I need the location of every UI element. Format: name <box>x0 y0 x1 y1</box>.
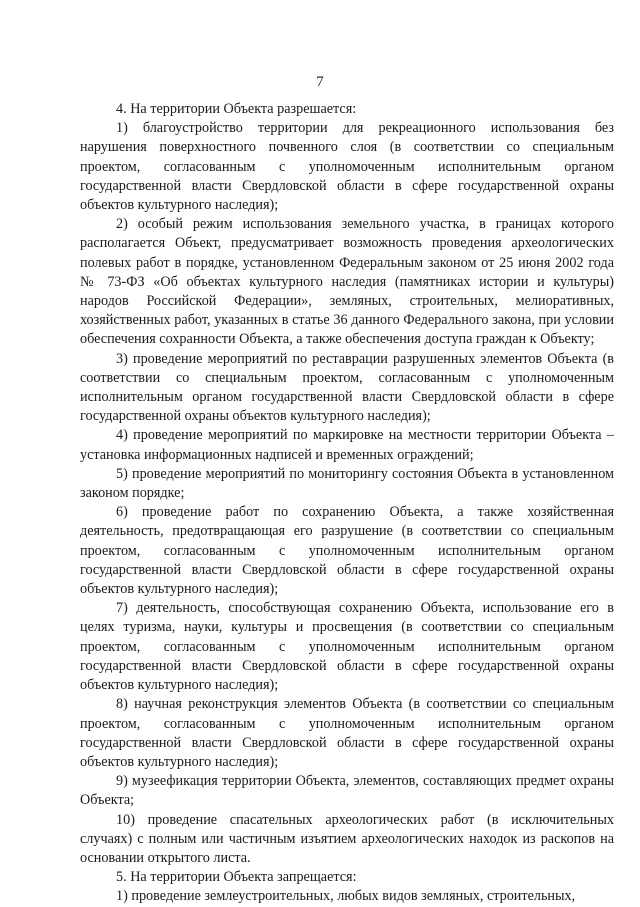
section-5-heading: 5. На территории Объекта запрещается: <box>116 869 357 886</box>
paragraph-item-4: 4) проведение мероприятий по маркировке на местности территории Объекта – установка информационных надписей и временных ограждений; <box>80 427 614 463</box>
section-4-heading: 4. На территории Объекта разрешается: <box>116 101 357 117</box>
page-number: 7 <box>316 74 324 90</box>
paragraph-item-10: 10) проведение спасательных археологических работ (в исключительных случаях) с полным или частичным изъятием археологических находок из раскопов на основании открытого листа. <box>80 811 614 866</box>
paragraph-item-9: 9) музеефикация территории Объекта, элементов, составляющих предмет охраны Объекта; <box>80 773 614 809</box>
paragraph-item-5-1: 1) проведение землеустроительных, любых видов земляных, строительных, <box>116 888 576 905</box>
paragraph-item-7: 7) деятельность, способствующая сохранению Объекта, использование его в целях туризма, науки, культуры и просвещения (в соответствии со специальным проектом, согласованным с уполномоченным исполнительным органом государственной власти Свердловской области в сфере государственной охраны объектов культурного наследия); <box>80 600 614 694</box>
paragraph-item-2: 2) особый режим использования земельного участка, в границах которого располагается Объект, предусматривает возможность проведения археологических полевых работ в порядке, установленном Федеральным законом от 25 июня 2002 года № 73-ФЗ «Об объектах культурного наследия (памятниках истории и культуры) народов Российской Федерации», земляных, строительных, мелиоративных, хозяйственных работ, указанных в статье 36 данного Федерального закона, при условии обеспечения сохранности Объекта, а также обеспечения доступа граждан к Объекту; <box>80 216 614 348</box>
paragraph-item-3: 3) проведение мероприятий по реставрации разрушенных элементов Объекта (в соответствии со специальным проектом, согласованным с уполномоченным исполнительным органом государственной власти Свердловской области в сфере государственной охраны объектов культурного наследия); <box>80 350 614 425</box>
paragraph-item-8: 8) научная реконструкция элементов Объекта (в соответствии со специальным проектом, согласованным с уполномоченным исполнительным органом государственной власти Свердловской области в сфере государственной охраны объектов культурного наследия); <box>80 696 614 770</box>
paragraph-item-6: 6) проведение работ по сохранению Объекта, а также хозяйственная деятельность, предотвращающая его разрушение (в соответствии со специальным проектом, согласованным с уполномоченным исполнительным органом государственной власти Свердловской области в сфере государственной охраны объектов культурного наследия); <box>80 504 614 598</box>
paragraph-item-1: 1) благоустройство территории для рекреационного использования без нарушения поверхностного почвенного слоя (в соответствии со специальным проектом, согласованным с уполномоченным исполнительным органом государственной власти Свердловской области в сфере государственной охраны объектов культурного наследия); <box>80 120 614 214</box>
paragraph-item-5: 5) проведение мероприятий по мониторингу состояния Объекта в установленном законом порядке; <box>80 465 614 502</box>
document-body <box>80 100 614 907</box>
